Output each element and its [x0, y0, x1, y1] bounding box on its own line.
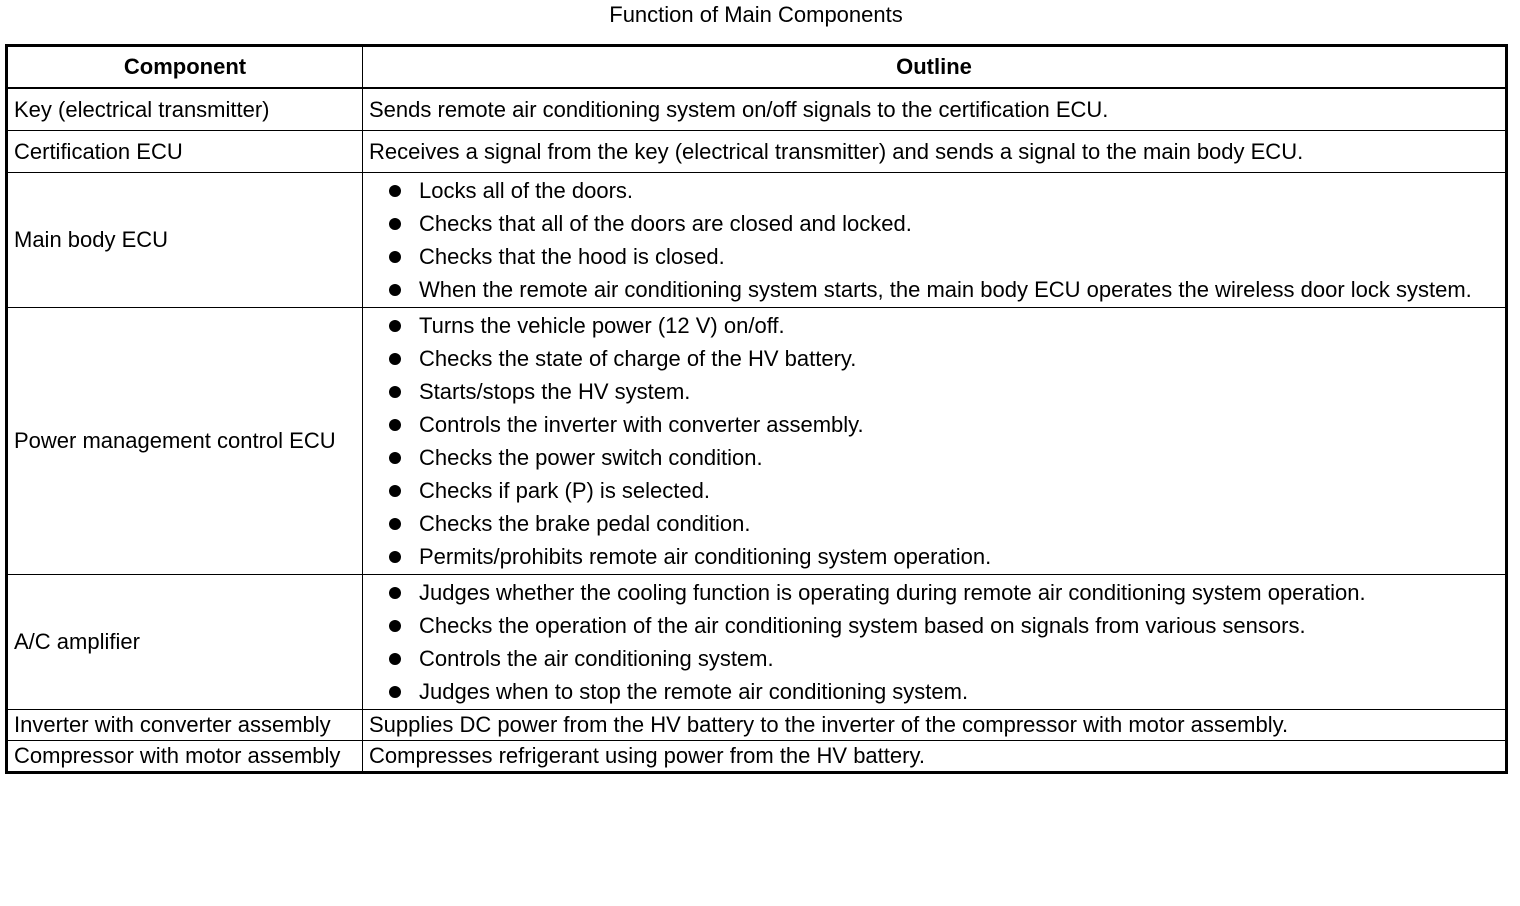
- bullet-icon: [389, 386, 401, 398]
- list-item-text: Checks the power switch condition.: [419, 445, 763, 470]
- bullet-list: [369, 173, 1499, 307]
- bullet-icon: [389, 452, 401, 464]
- bullet-icon: [389, 485, 401, 497]
- list-item: [369, 677, 1499, 707]
- list-item-text: Controls the inverter with converter assembly.: [419, 412, 864, 437]
- page-title: Function of Main Components: [609, 2, 903, 27]
- bullet-icon: [389, 353, 401, 365]
- list-item: [369, 509, 1499, 539]
- list-item-text: Checks the operation of the air conditioning system based on signals from various sensors.: [419, 613, 1306, 638]
- list-item: [369, 443, 1499, 473]
- outline-cell: Sends remote air conditioning system on/off signals to the certification ECU.: [363, 88, 1507, 131]
- component-cell: Power management control ECU: [7, 308, 363, 575]
- component-cell: A/C amplifier: [7, 575, 363, 710]
- component-cell: Inverter with converter assembly: [7, 710, 363, 741]
- list-item-text: When the remote air conditioning system starts, the main body ECU operates the wireless door lock system.: [419, 277, 1472, 302]
- bullet-icon: [389, 686, 401, 698]
- outline-cell: [363, 308, 1507, 575]
- list-item-text: Judges when to stop the remote air conditioning system.: [419, 679, 969, 704]
- table-row: [7, 575, 1507, 710]
- list-item: [369, 611, 1499, 641]
- list-item-text: Checks if park (P) is selected.: [419, 478, 710, 503]
- table-row: [7, 173, 1507, 308]
- table-row: [7, 131, 1507, 173]
- bullet-icon: [389, 551, 401, 563]
- list-item: [369, 311, 1499, 341]
- list-item-text: Starts/stops the HV system.: [419, 379, 691, 404]
- table-row: [7, 710, 1507, 741]
- table-row: [7, 308, 1507, 575]
- list-item: [369, 578, 1499, 608]
- outline-cell: Compresses refrigerant using power from the HV battery.: [363, 741, 1507, 773]
- list-item: [369, 542, 1499, 572]
- list-item-text: Checks the brake pedal condition.: [419, 511, 751, 536]
- bullet-icon: [389, 620, 401, 632]
- bullet-icon: [389, 284, 401, 296]
- bullet-icon: [389, 251, 401, 263]
- bullet-list: [369, 308, 1499, 574]
- header-outline: Outline: [363, 46, 1507, 89]
- outline-cell: [363, 173, 1507, 308]
- list-item-text: Checks the state of charge of the HV battery.: [419, 346, 857, 371]
- list-item: [369, 275, 1499, 305]
- outline-cell: [363, 575, 1507, 710]
- list-item-text: Checks that all of the doors are closed and locked.: [419, 211, 912, 236]
- bullet-icon: [389, 218, 401, 230]
- list-item: [369, 209, 1499, 239]
- bullet-icon: [389, 518, 401, 530]
- list-item-text: Judges whether the cooling function is operating during remote air conditioning system operation.: [419, 580, 1366, 605]
- outline-cell: Supplies DC power from the HV battery to the inverter of the compressor with motor assembly.: [363, 710, 1507, 741]
- component-cell: Certification ECU: [7, 131, 363, 173]
- list-item-text: Permits/prohibits remote air conditioning system operation.: [419, 544, 992, 569]
- list-item: [369, 377, 1499, 407]
- header-component: Component: [7, 46, 363, 89]
- table-row: [7, 741, 1507, 773]
- bullet-icon: [389, 419, 401, 431]
- list-item: [369, 176, 1499, 206]
- bullet-icon: [389, 653, 401, 665]
- bullet-icon: [389, 587, 401, 599]
- list-item-text: Controls the air conditioning system.: [419, 646, 774, 671]
- components-table: [5, 44, 1508, 774]
- component-cell: Key (electrical transmitter): [7, 88, 363, 131]
- component-cell: Main body ECU: [7, 173, 363, 308]
- list-item-text: Locks all of the doors.: [419, 178, 634, 203]
- bullet-icon: [389, 320, 401, 332]
- table-header-row: [7, 46, 1507, 89]
- list-item: [369, 410, 1499, 440]
- table-row: [7, 88, 1507, 131]
- list-item: [369, 476, 1499, 506]
- list-item-text: Checks that the hood is closed.: [419, 244, 725, 269]
- bullet-icon: [389, 185, 401, 197]
- bullet-list: [369, 575, 1499, 709]
- list-item-text: Turns the vehicle power (12 V) on/off.: [419, 313, 785, 338]
- list-item: [369, 242, 1499, 272]
- outline-cell: Receives a signal from the key (electrical transmitter) and sends a signal to the main body ECU.: [363, 131, 1507, 173]
- list-item: [369, 344, 1499, 374]
- component-cell: Compressor with motor assembly: [7, 741, 363, 773]
- list-item: [369, 644, 1499, 674]
